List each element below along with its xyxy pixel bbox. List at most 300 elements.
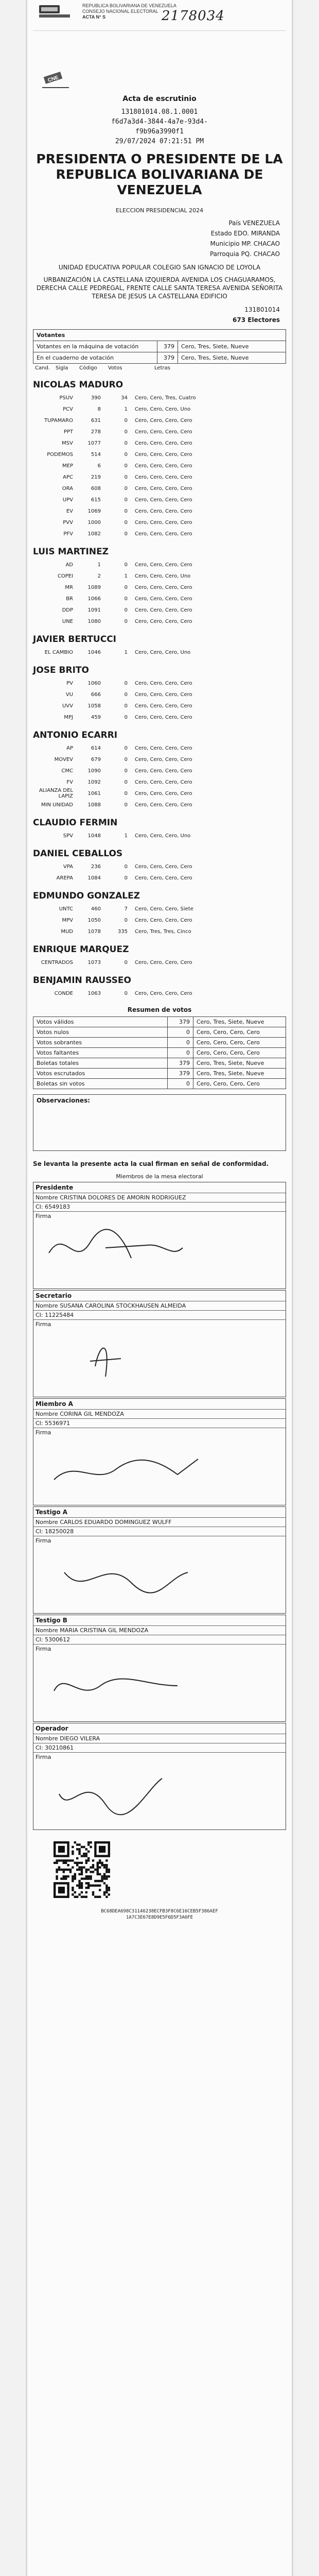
qr-module bbox=[99, 1873, 101, 1875]
party-votos: 1 bbox=[124, 573, 128, 579]
qr-module bbox=[76, 1885, 78, 1887]
qr-module bbox=[87, 1851, 90, 1853]
party-letras: Cero, Cero, Cero, Cero bbox=[135, 802, 192, 808]
summary-label: Votos nulos bbox=[33, 1027, 168, 1038]
party-row bbox=[33, 788, 286, 799]
party-row bbox=[33, 494, 286, 505]
svg-text:CNE: CNE bbox=[47, 75, 60, 84]
candidate-name: DANIEL CEBALLOS bbox=[33, 849, 123, 859]
party-letras: Cero, Cero, Cero, Uno bbox=[135, 649, 191, 655]
qr-module bbox=[69, 1871, 72, 1873]
candidate-block bbox=[33, 849, 286, 884]
party-row bbox=[33, 517, 286, 528]
party-letras: Cero, Cero, Cero, Cero bbox=[135, 519, 192, 526]
acta-receipt bbox=[26, 0, 293, 2576]
party-row bbox=[33, 700, 286, 711]
votantes-row bbox=[33, 352, 286, 364]
party-row bbox=[33, 570, 286, 582]
footer-hash-1: BC68DEA698C31146238ECFB3F8C6E16CEB5F386AEF bbox=[101, 1909, 218, 1914]
acta-suffix-text: S bbox=[102, 14, 106, 20]
summary-row bbox=[33, 1079, 286, 1089]
qr-module bbox=[99, 1889, 101, 1891]
qr-module bbox=[83, 1855, 85, 1857]
party-sigla: PPT bbox=[63, 429, 73, 435]
centro-code: 131801014 bbox=[244, 306, 280, 313]
member-role: Miembro A bbox=[36, 1400, 73, 1408]
summary-label: Votos escrutados bbox=[33, 1069, 168, 1079]
qr-module bbox=[85, 1871, 87, 1873]
candidate-block bbox=[33, 730, 286, 810]
qr-module bbox=[72, 1866, 74, 1868]
summary-value: 0 bbox=[168, 1048, 193, 1058]
signature-stroke bbox=[64, 1572, 188, 1593]
party-letras: Cero, Cero, Cero, Cero bbox=[135, 607, 192, 613]
qr-module bbox=[83, 1896, 85, 1898]
party-row bbox=[33, 765, 286, 776]
qr-module bbox=[103, 1882, 105, 1884]
qr-module bbox=[78, 1862, 80, 1864]
qr-module bbox=[103, 1875, 105, 1877]
qr-module bbox=[60, 1859, 62, 1861]
party-row bbox=[33, 415, 286, 426]
signature-area bbox=[33, 1644, 286, 1721]
member-ci: CI: 5300612 bbox=[33, 1635, 286, 1644]
qr-module bbox=[105, 1869, 108, 1871]
observations-label: Observaciones: bbox=[37, 1097, 91, 1104]
member-box bbox=[33, 1398, 286, 1505]
party-letras: Cero, Cero, Cero, Cero bbox=[135, 440, 192, 446]
qr-module bbox=[60, 1877, 62, 1879]
party-sigla: SPV bbox=[63, 833, 73, 839]
qr-module bbox=[87, 1843, 90, 1845]
party-codigo: 666 bbox=[91, 691, 101, 698]
party-letras: Cero, Cero, Tres, Cuatro bbox=[135, 395, 196, 401]
member-role: Operador bbox=[36, 1725, 68, 1732]
summary-label: Boletas sin votos bbox=[33, 1079, 168, 1089]
votantes-words: Cero, Tres, Siete, Nueve bbox=[178, 352, 286, 364]
party-codigo: 679 bbox=[91, 756, 101, 762]
party-letras: Cero, Cero, Cero, Cero bbox=[135, 429, 192, 435]
qr-module bbox=[101, 1877, 103, 1879]
qr-module bbox=[94, 1880, 96, 1882]
qr-module bbox=[92, 1864, 94, 1866]
party-votos: 0 bbox=[124, 756, 128, 762]
qr-module bbox=[65, 1877, 67, 1879]
member-name: Nombre MARIA CRISTINA GIL MENDOZA bbox=[33, 1625, 286, 1635]
qr-module bbox=[81, 1877, 83, 1879]
qr-module bbox=[74, 1891, 76, 1893]
qr-module bbox=[94, 1896, 96, 1898]
qr-module bbox=[105, 1871, 108, 1873]
party-votos: 7 bbox=[124, 906, 128, 912]
qr-module bbox=[108, 1869, 110, 1871]
party-sigla: MOVEV bbox=[54, 756, 73, 762]
org-line-1: REPUBLICA BOLIVARIANA DE VENEZUELA bbox=[82, 3, 176, 8]
party-sigla: FV bbox=[66, 779, 73, 785]
party-codigo: 631 bbox=[91, 417, 101, 423]
qr-module bbox=[105, 1896, 108, 1898]
party-codigo: 8 bbox=[97, 406, 101, 412]
header-banner bbox=[33, 0, 286, 31]
member-role: Testigo A bbox=[36, 1509, 68, 1516]
firma-label: Firma bbox=[36, 1646, 51, 1652]
qr-module bbox=[87, 1882, 90, 1884]
party-codigo: 1063 bbox=[87, 990, 101, 996]
qr-module bbox=[76, 1869, 78, 1871]
summary-table bbox=[33, 1016, 286, 1089]
party-sigla: PCV bbox=[63, 406, 73, 412]
qr-module bbox=[90, 1846, 92, 1848]
party-letras: Cero, Cero, Cero, Cero bbox=[135, 508, 192, 514]
qr-module bbox=[103, 1864, 105, 1866]
party-codigo: 1077 bbox=[87, 440, 101, 446]
member-role: Presidente bbox=[36, 1184, 74, 1191]
party-sigla: VU bbox=[65, 691, 73, 698]
member-box bbox=[33, 1615, 286, 1722]
summary-value: 379 bbox=[168, 1017, 193, 1027]
candidate-block bbox=[33, 818, 286, 841]
party-votos: 0 bbox=[124, 596, 128, 602]
party-sigla: PSUV bbox=[59, 395, 73, 401]
qr-module bbox=[81, 1891, 83, 1893]
party-row bbox=[33, 903, 286, 914]
qr-module bbox=[103, 1866, 105, 1868]
party-sigla: UNE bbox=[62, 618, 73, 624]
qr-module bbox=[108, 1875, 110, 1877]
summary-title: Resumen de votos bbox=[127, 1006, 192, 1013]
candidate-name: EDMUNDO GONZALEZ bbox=[33, 891, 140, 901]
qr-module bbox=[72, 1880, 74, 1882]
party-letras: Cero, Cero, Cero, Cero bbox=[135, 463, 192, 469]
handwritten-signature-icon bbox=[44, 1330, 208, 1392]
firma-label: Firma bbox=[36, 1754, 51, 1760]
qr-module bbox=[78, 1885, 80, 1887]
party-row bbox=[33, 957, 286, 968]
firma-label: Firma bbox=[36, 1321, 51, 1328]
acta-code: 131801014.08.1.0001 bbox=[121, 108, 198, 116]
party-sigla: PFV bbox=[63, 531, 73, 537]
party-sigla: CONDE bbox=[54, 990, 73, 996]
party-sigla: CENTRADOS bbox=[41, 959, 73, 965]
qr-module bbox=[72, 1887, 74, 1889]
qr-module bbox=[105, 1864, 108, 1866]
qr-module bbox=[99, 1859, 101, 1861]
members-list bbox=[33, 1182, 286, 1830]
party-codigo: 1066 bbox=[87, 596, 101, 602]
party-sigla: ALIANZA DEL LAPIZ bbox=[39, 788, 73, 799]
signature-area bbox=[33, 1752, 286, 1829]
party-row bbox=[33, 830, 286, 841]
qr-module bbox=[81, 1866, 83, 1868]
qr-module bbox=[83, 1846, 85, 1848]
party-sigla: COPEI bbox=[57, 573, 73, 579]
summary-value: 379 bbox=[168, 1058, 193, 1069]
party-codigo: 390 bbox=[91, 395, 101, 401]
party-row bbox=[33, 593, 286, 604]
party-codigo: 615 bbox=[91, 497, 101, 503]
party-sigla: ORA bbox=[62, 485, 73, 492]
qr-module bbox=[103, 1891, 105, 1893]
party-row bbox=[33, 711, 286, 723]
qr-module bbox=[83, 1866, 85, 1868]
qr-module bbox=[85, 1877, 87, 1879]
party-codigo: 1082 bbox=[87, 531, 101, 537]
qr-module bbox=[65, 1869, 67, 1871]
party-sigla: TUPAMARO bbox=[44, 417, 73, 423]
party-codigo: 1084 bbox=[87, 875, 101, 881]
member-ci: CI: 18250028 bbox=[33, 1527, 286, 1536]
qr-module bbox=[72, 1846, 74, 1848]
qr-module bbox=[76, 1848, 78, 1850]
firma-label: Firma bbox=[36, 1213, 51, 1219]
party-votos: 0 bbox=[124, 959, 128, 965]
party-votos: 0 bbox=[124, 745, 128, 751]
qr-module bbox=[101, 1862, 103, 1864]
qr-module bbox=[56, 1869, 58, 1871]
qr-module bbox=[56, 1871, 58, 1873]
qr-module bbox=[67, 1869, 69, 1871]
summary-row bbox=[33, 1017, 286, 1027]
party-row bbox=[33, 754, 286, 765]
party-letras: Cero, Cero, Cero, Cero bbox=[135, 756, 192, 762]
party-sigla: CMC bbox=[61, 768, 73, 774]
qr-module bbox=[78, 1843, 80, 1845]
qr-module bbox=[74, 1841, 76, 1843]
summary-value: 0 bbox=[168, 1027, 193, 1038]
party-row bbox=[33, 647, 286, 658]
qr-module bbox=[87, 1869, 90, 1871]
qr-module bbox=[97, 1873, 99, 1875]
party-votos: 0 bbox=[124, 463, 128, 469]
party-votos: 0 bbox=[124, 508, 128, 514]
qr-module bbox=[108, 1893, 110, 1895]
qr-module bbox=[85, 1891, 87, 1893]
party-votos: 0 bbox=[124, 680, 128, 686]
qr-module bbox=[99, 1862, 101, 1864]
qr-module bbox=[97, 1869, 99, 1871]
party-row bbox=[33, 604, 286, 616]
votantes-words: Cero, Tres, Siete, Nueve bbox=[178, 341, 286, 352]
party-votos: 0 bbox=[124, 691, 128, 698]
party-row bbox=[33, 582, 286, 593]
member-ci: CI: 5536971 bbox=[33, 1418, 286, 1428]
election-title: PRESIDENTA O PRESIDENTE DE LA REPUBLICA BOLIVARIANA DE VENEZUELA bbox=[36, 151, 283, 197]
qr-module bbox=[92, 1885, 94, 1887]
qr-module bbox=[101, 1864, 103, 1866]
party-sigla: DDP bbox=[62, 607, 73, 613]
party-votos: 335 bbox=[117, 928, 128, 935]
qr-module bbox=[90, 1877, 92, 1879]
member-role: Secretario bbox=[36, 1292, 72, 1299]
party-letras: Cero, Cero, Cero, Uno bbox=[135, 573, 191, 579]
qr-module bbox=[74, 1873, 76, 1875]
qr-module bbox=[56, 1862, 58, 1864]
qr-module bbox=[78, 1851, 80, 1853]
qr-module bbox=[87, 1841, 90, 1843]
votantes-label: Votantes en la máquina de votación bbox=[33, 341, 157, 352]
party-letras: Cero, Cero, Cero, Cero bbox=[135, 680, 192, 686]
qr-module bbox=[72, 1859, 74, 1861]
qr-module bbox=[103, 1873, 105, 1875]
party-codigo: 1 bbox=[97, 562, 101, 568]
electores: 673 Electores bbox=[233, 316, 280, 324]
member-box bbox=[33, 1290, 286, 1397]
summary-words: Cero, Cero, Cero, Cero bbox=[193, 1038, 286, 1048]
qr-module bbox=[72, 1853, 74, 1855]
qr-module bbox=[85, 1862, 87, 1864]
qr-module bbox=[97, 1885, 99, 1887]
party-letras: Cero, Cero, Cero, Cero bbox=[135, 703, 192, 709]
party-sigla: UVV bbox=[62, 703, 73, 709]
votantes-table bbox=[33, 329, 286, 364]
qr-module bbox=[83, 1853, 85, 1855]
qr-module bbox=[92, 1866, 94, 1868]
party-codigo: 460 bbox=[91, 906, 101, 912]
party-row bbox=[33, 689, 286, 700]
candidate-block bbox=[33, 975, 286, 999]
qr-module bbox=[69, 1869, 72, 1871]
qr-module bbox=[74, 1896, 76, 1898]
qr-module bbox=[67, 1864, 69, 1866]
party-codigo: 1046 bbox=[87, 649, 101, 655]
party-row bbox=[33, 776, 286, 788]
summary-row bbox=[33, 1038, 286, 1048]
party-sigla: AREPA bbox=[56, 875, 73, 881]
cne-logo-icon bbox=[40, 67, 71, 93]
qr-module bbox=[92, 1893, 94, 1895]
col-letras: Letras bbox=[154, 365, 170, 371]
party-row bbox=[33, 872, 286, 884]
votantes-value: 379 bbox=[157, 341, 178, 352]
qr-module bbox=[81, 1873, 83, 1875]
party-votos: 0 bbox=[124, 440, 128, 446]
qr-module bbox=[81, 1869, 83, 1871]
party-letras: Cero, Cero, Cero, Cero bbox=[135, 768, 192, 774]
party-codigo: 459 bbox=[91, 714, 101, 720]
party-codigo: 1050 bbox=[87, 917, 101, 923]
qr-module bbox=[87, 1859, 90, 1861]
signature-stroke bbox=[59, 1778, 162, 1815]
handwritten-signature-icon bbox=[44, 1547, 208, 1608]
party-codigo: 6 bbox=[97, 463, 101, 469]
party-row bbox=[33, 988, 286, 999]
party-votos: 0 bbox=[124, 584, 128, 590]
qr-module bbox=[76, 1864, 78, 1866]
votantes-header-row bbox=[33, 330, 286, 341]
qr-module bbox=[65, 1875, 67, 1877]
party-sigla: MEP bbox=[62, 463, 73, 469]
qr-module bbox=[83, 1877, 85, 1879]
candidate-name: ANTONIO ECARRI bbox=[33, 730, 118, 740]
party-codigo: 1091 bbox=[87, 607, 101, 613]
party-votos: 0 bbox=[124, 917, 128, 923]
qr-module bbox=[81, 1871, 83, 1873]
party-codigo: 1088 bbox=[87, 802, 101, 808]
qr-module bbox=[56, 1877, 58, 1879]
qr-finder bbox=[58, 1887, 65, 1893]
party-votos: 0 bbox=[124, 474, 128, 480]
party-letras: Cero, Cero, Cero, Cero bbox=[135, 584, 192, 590]
party-letras: Cero, Cero, Cero, Cero bbox=[135, 497, 192, 503]
votantes-label: En el cuaderno de votación bbox=[33, 352, 157, 364]
party-sigla: APC bbox=[63, 474, 73, 480]
party-votos: 1 bbox=[124, 406, 128, 412]
party-sigla: MPV bbox=[62, 917, 73, 923]
party-votos: 0 bbox=[124, 417, 128, 423]
party-letras: Cero, Cero, Cero, Cero bbox=[135, 531, 192, 537]
qr-module bbox=[63, 1869, 65, 1871]
qr-module bbox=[94, 1885, 96, 1887]
qr-module bbox=[105, 1866, 108, 1868]
qr-module bbox=[67, 1875, 69, 1877]
qr-module bbox=[65, 1859, 67, 1861]
election-name: ELECCION PRESIDENCIAL 2024 bbox=[115, 207, 204, 214]
party-votos: 0 bbox=[124, 863, 128, 870]
qr-module bbox=[85, 1896, 87, 1898]
party-row bbox=[33, 437, 286, 449]
party-row bbox=[33, 861, 286, 872]
party-votos: 0 bbox=[124, 779, 128, 785]
party-votos: 0 bbox=[124, 990, 128, 996]
cne-emblem-icon bbox=[38, 3, 79, 21]
party-sigla: UNTC bbox=[59, 906, 73, 912]
qr-module bbox=[90, 1885, 92, 1887]
qr-module bbox=[67, 1859, 69, 1861]
observations-box bbox=[33, 1094, 286, 1151]
party-row bbox=[33, 426, 286, 437]
party-letras: Cero, Cero, Cero, Cero bbox=[135, 562, 192, 568]
candidate-block bbox=[33, 665, 286, 723]
footer-hash bbox=[33, 1908, 286, 1921]
party-votos: 0 bbox=[124, 768, 128, 774]
votantes-row bbox=[33, 341, 286, 352]
qr-module bbox=[63, 1859, 65, 1861]
qr-module bbox=[85, 1887, 87, 1889]
firma-label: Firma bbox=[36, 1537, 51, 1544]
party-letras: Cero, Cero, Cero, Cero bbox=[135, 745, 192, 751]
qr-module bbox=[87, 1877, 90, 1879]
qr-module bbox=[105, 1877, 108, 1879]
party-sigla: AP bbox=[66, 745, 73, 751]
qr-module bbox=[85, 1853, 87, 1855]
party-sigla: EL CAMBIO bbox=[44, 649, 73, 655]
party-sigla: MSV bbox=[62, 440, 73, 446]
party-codigo: 1092 bbox=[87, 779, 101, 785]
summary-label: Votos sobrantes bbox=[33, 1038, 168, 1048]
qr-module bbox=[108, 1889, 110, 1891]
party-codigo: 1000 bbox=[87, 519, 101, 526]
party-votos: 0 bbox=[124, 519, 128, 526]
signature-area bbox=[33, 1211, 286, 1289]
direccion: URBANIZACIÓN LA CASTELLANA IZQUIERDA AVENIDA LOS CHAGUARAMOS, DERECHA CALLE PEDREGAL, FRENTE CALLE SANTA TERESA AVENIDA SEÑORITA TERESA DE JESUS LA CASTELLANA EDIFICIO bbox=[36, 276, 283, 300]
member-name: Nombre SUSANA CAROLINA STOCKHAUSEN ALMEIDA bbox=[33, 1301, 286, 1310]
qr-module bbox=[69, 1859, 72, 1861]
qr-module bbox=[60, 1869, 62, 1871]
qr-module bbox=[78, 1893, 80, 1895]
qr-module bbox=[72, 1877, 74, 1879]
party-row bbox=[33, 471, 286, 483]
party-letras: Cero, Cero, Cero, Cero bbox=[135, 863, 192, 870]
location-info bbox=[33, 218, 286, 259]
candidate-name: CLAUDIO FERMIN bbox=[33, 818, 118, 828]
estado: Estado EDO. MIRANDA bbox=[210, 230, 280, 237]
party-codigo: 2 bbox=[97, 573, 101, 579]
party-codigo: 1058 bbox=[87, 703, 101, 709]
qr-module bbox=[85, 1875, 87, 1877]
party-row bbox=[33, 559, 286, 570]
party-letras: Cero, Cero, Cero, Cero bbox=[135, 990, 192, 996]
signature-stroke bbox=[49, 1229, 183, 1258]
